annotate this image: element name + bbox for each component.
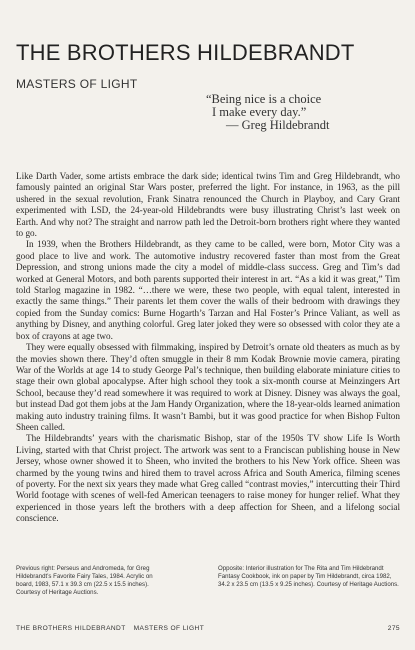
body-paragraph-3: They were equally obsessed with filmmaking, inspired by Detroit’s ornate old theaters as much as by the movies shown there. They’d often smuggle in their 8 mm Kodak Brownie movie camera, pirating War of the Worlds at age 14 to study George Pal’s technique, then building elaborate miniature cities to stage their own global apocalypse. After high school they took a six-month course at Meinzingers Art School, because they’d read somewhere it was required to work at Disney. Disney was always the goal, but instead Dad got them jobs at the Jam Handy Organization, where the 18-year-olds learned animation making auto industry training films. It wasn’t Bambi, but it was good practice for when Bishop Fulton Sheen called. — [16, 342, 400, 432]
quote-line-2: I make every day.” — [212, 105, 307, 119]
quote-line-1: “Being nice is a choice — [206, 92, 322, 106]
page-number: 275 — [387, 625, 400, 632]
page-footer — [16, 625, 400, 632]
page-subtitle: MASTERS OF LIGHT — [16, 77, 138, 91]
body-paragraph-2: In 1939, when the Brothers Hildebrandt, as they came to be called, were born, Motor City was a good place to live and work. The automotive industry recovered faster than most from the Great Depression, and strong unions made the city a model of middle-class success. Greg and Tim’s dad worked at General Motors, and both parents supported their interest in art. “As a kid it was great,” Tim told Starlog magazine in 1982. “…there we were, these two people, with equal talent, interested in exactly the same things.” Their parents let them cover the walls of their bedroom with drawings they copied from the Sunday comics: Burne Hogarth’s Tarzan and Hal Foster’s Prince Valiant, as well as anything by Disney, and anything colorful. Greg later joked they were so obsessed with color they ate a box of crayons at age two. — [16, 239, 400, 341]
footer-section: MASTERS OF LIGHT — [133, 625, 205, 632]
body-paragraph-4: The Hildebrandts’ years with the charismatic Bishop, star of the 1950s TV show Life Is Worth Living, started with that Christ project. The artwork was sent to a Franciscan publishing house in New Jersey, whose owner showed it to Sheen, who invited the brothers to his New York office. Sheen was charmed by the young twins and hired them to travel across Africa and South America, filming scenes of poverty. For the next six years they made what Greg called “contrast movies,” intercutting their Third World footage with scenes of well-fed American teenagers to raise money for hunger relief. What they experienced in those years left the brothers with a deep affection for Sheen, and a lifelong social conscience. — [16, 433, 400, 524]
pull-quote — [206, 93, 406, 132]
footer-book-title: THE BROTHERS HILDEBRANDT — [16, 625, 126, 632]
page-title: THE BROTHERS HILDEBRANDT — [16, 40, 355, 65]
quote-author: — Greg Hildebrandt — [226, 118, 330, 132]
caption-right: Opposite: Interior illustration for The Rita and Tim Hildebrandt Fantasy Cookbook, ink on paper by Tim Hildebrandt, circa 1982, 34.2 x 23.5 cm (13.5 x 9.25 inches). Courtesy of Heritage Auctions. — [218, 565, 399, 588]
caption-left: Previous right: Perseus and Andromeda, for Greg Hildebrandt’s Favorite Fairy Tales, 1984. Acrylic on board, 1983, 57.1 x 39.3 cm (22.5 x 15.5 inches). Courtesy of Heritage Auctions. — [16, 565, 153, 596]
body-paragraph-1: Like Darth Vader, some artists embrace the dark side; identical twins Tim and Greg Hildebrandt, who famously painted an original Star Wars poster, preferred the light. For instance, in 1963, as the pill ushered in the sexual revolution, Frank Sinatra renounced the Church in Playboy, and Cary Grant experimented with LSD, the 24-year-old Hildebrandts were busy illustrating Christ’s last week on Earth. And why not? The straight and narrow path led the Detroit-born brothers right where they wanted to go. — [16, 171, 400, 239]
article-body — [16, 171, 400, 525]
